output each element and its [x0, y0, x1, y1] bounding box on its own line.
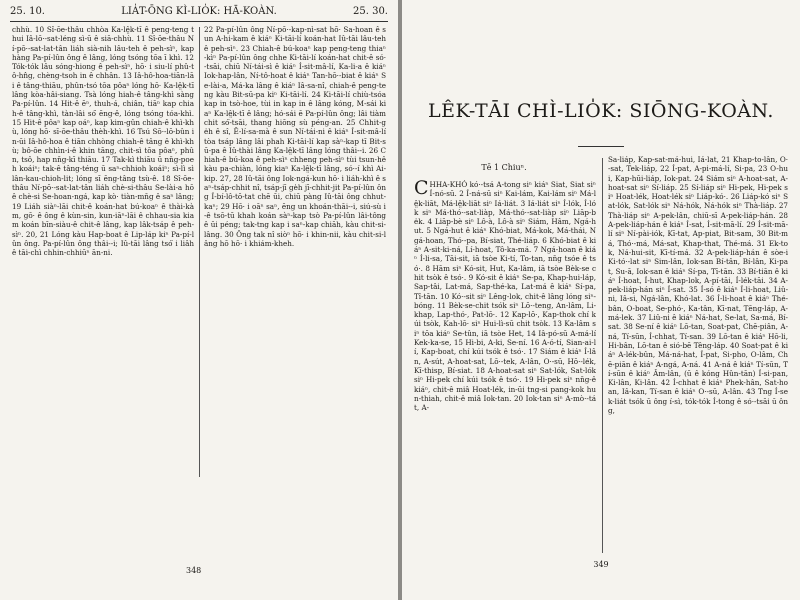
column-divider: [199, 27, 200, 477]
right-column-1: [414, 180, 596, 560]
left-header-verse-start: 25. 10.: [10, 6, 45, 17]
left-column-2-text: 22 Pa-pí-lûn ông Ní-pō·-kap-nì-sat hō· Sa-hoan ê sun A-hi-kam ê kiáⁿ Ki-tāi-lí koán-hat Iû-tāi lâu-teh ê peh-sìⁿ. 23 Chiah-ê bú-koaⁿ kap peng-teng thiaⁿ-kìⁿ Pa-pí-lûn ông chhe Ki-tāi-lí koán-hat chit-ê só·-tsāi, chiū Ní-tái-sì ê kiáⁿ Í-sit-mâ-lí, Ka-li-a ê kiáⁿ Iok-hap-lân, Ní-tô-hoat ê kiáⁿ Tan-hō·-biat ê kiáⁿ Se-lài-a, Má-ka lâng ê kiáⁿ Iâ-sa-nî, chiah-ê peng-teng kàu Bit-sū-pa kiⁿ Ki-tāi-lí. 24 Ki-tāi-lí chiù-tsóa kap in tsò-hoe, tùi in kap in ê lâng kóng, M-sái kiaⁿ Ka-lê̤k-tī ê lâng; hó-sái ē Pa-pí-lûn ông; lâi tiàm chit só͘-tsāi, thang hiōng sù péng-an. 25 Chhit-ge̍h ê sî, Ê-lí-sa-mà ê sun Ní-tái-ni ê kiáⁿ Í-sit-mâ-lí tòa tsáp lâng lâi phah Ki-tāi-lí kap sàⁿ-kap tī Bit-sū-pa ê Iû-thài lâng Ka-lê̤k-tī lâng lóng thâi--i. 26 Chiah-ê bú-koa ê peh-sìⁿ chheng peh-sìⁿ tùi tsun-hê kàu pa-chiàn, lóng kiaⁿ Ka-lê̤k-tī lâng, só·-í khì Ai-kip. 27, 28 Iû-tāi ông Iok-ngá-kun hō· i liáh-khì ê saⁿ-tsáp-chhit nî, tsáp-jī ge̍h jī-chhit-jit Pa-pí-lûn ông Í-bí-lô-tō-tat chē ūi, chiū pàng Iû-tāi ông chhut-kaⁿ; 29 Hō· i oāⁿ saⁿ, ēng un khoán-thāi--i, siú-sù i-ê tsō-tū khah koán sàⁿ-kap tsò Pa-pí-lûn lâi-tông ê ūi péng; tak-tng kap i saⁿ-kap chiāh, kàu chit-si-lâng. 30 Ông tak nî siòⁿ hō· i khin-nii, kàu chit-si-lâng hō hō· i khiám-kheh.: [204, 25, 386, 248]
left-header-title: LIA̍T-ŌNG KÌ-LIO̍K: HĀ-KOÀN.: [121, 6, 277, 17]
right-column-1-body: HHA-KHÓ kó·-tsá A-tong siⁿ kiáⁿ Siat, Siat siⁿ Í-nó-sū. 2 Í-ná-sū siⁿ Kai-lám, Kai-lám siⁿ Má-lê̤k-liāt, Má-lê̤k-liāt siⁿ Iá-liát. 3 Iá-liát siⁿ Í-lók, Í-lók siⁿ Má-thó·-sat-liàp, Má-thó·-sat-liàp siⁿ Liāp-be̍k. 4 Liāp-bè siⁿ Lô-à, Lô-à siⁿ Siám, Hâm, Ngá-hut. 5 Ngá-hut ê kiáⁿ Khó-biat, Má-kok, Má-thái, Ngá-hoan, Thó·-pa, Bí-siat, Thé-liáp. 6 Khó-biat ê kiáⁿ A-sit-ki-ná, Lí-hoat, Tô-ka-má. 7 Ngá-hoan ê kiáⁿ Í-li-sa, Tāi-sit, iā tsòe Ki-tí, To-tan, nn̄g tsóe ê tsó·. 8 Hām siⁿ Kó-sit, Hut, Ka-lâm, iā tsòe Bèk-se chit tsòk ê tsó·. 9 Kó-sit ê kiáⁿ Se-pa, Khap-hui-láp, Sap-tâi, Lat-má, Sap-thé-ka, Lat-má ê kiáⁿ Sí-pa, Tî-tān. 10 Kó·-sit siⁿ Lêng-lok, chit-ê lâng lóng siⁿ-bóng. 11 Bèk-se-chit tsók siⁿ Lō·-teng, An-lâm, Li-khap, Lap-thó·, Pat-lō·. 12 Kap-lō·, Kap-thok chí kúi tsòk, Kah-lō· siⁿ Hui-lì-sū chit tsòk. 13 Ka-lâm siⁿ tōa kiáⁿ Se-tûn, iā tsòe Het, 14 Iâ-pó-sū A-má-lí Kek-ka-se, 15 Hi-bi, A-ki, Se-ní. 16 A-ó-tí, Sian-ai-lí, Kap-boat, chí kúi tsók ê tsó·. 17 Siám ê kiáⁿ Í-lân, A-sút, A-hoat-sat, Lō·-tek, A-lân, O·-sū, Hō·-lék, Kī-thisp, Bí-siat. 18 A-hoat-sat siⁿ Sat-lók, Sat-lók siⁿ Hi-pek chí kúi tsók ê tsó·. 19 Hi-pek siⁿ nn̄g-ê kiáⁿ, chit-ê miâ Hoat-lék, in-ūi tng-si pang-kok hun-thiah, chit-ê miâ Iok-tan. 20 Iok-tan siⁿ A-mò·-tát, A-: [414, 180, 596, 413]
left-column-1: [12, 25, 194, 555]
header-rule: [10, 21, 388, 22]
column-divider: [602, 158, 603, 553]
right-page-number: 349: [593, 560, 609, 569]
left-page-number: 348: [186, 566, 202, 575]
left-running-header: [10, 6, 388, 20]
book-title: LÊK-TĀI CHÌ-LIO̍K: SIŌNG-KOÀN.: [428, 100, 774, 122]
right-page: [402, 0, 800, 600]
left-page: [0, 0, 398, 600]
left-column-2: [204, 25, 386, 555]
drop-cap: C: [414, 180, 429, 199]
right-column-1-text: [414, 180, 596, 412]
title-ornament-rule: [578, 146, 624, 147]
chapter-heading: Tē 1 Chiuⁿ.: [481, 163, 527, 172]
right-column-2: [608, 155, 788, 555]
left-header-verse-end: 25. 30.: [353, 6, 388, 17]
left-column-1-text: chhù. 10 Sî-ōe-thâu chhòa Ka-lê̤k-tī ê peng-teng thui Iâ-lō·-sat-léng sì-ū ê siā-chhù. 11 Sî-ōe-thâu Ní-pō·-sat-lat-tân liáh sià-nih lâu-teh ê peh-sìⁿ, kap hàng Pa-pí-lûn ông ê lâng, lóng tsóng tōa ī khì. 12 Tók-tók lâu sóng-hiong ê peh-sìⁿ, hō· i siu-lí phû-tô-hn̂g, chèng-tsoh in ê chhân. 13 Iâ-hô-hoa-tiān-lāi ê tâng-thiāu, phûn-tsó tōa pôaⁿ lóng hō· Ka-lê̤k-tī lâng kòa-hâi-siang. Tsà lóng hiah-ê tâng-khì sàng Pa-pí-lûn. 14 Hit-ê ēⁿ, thuh-á, chiân, tiāⁿ kap chiah-ê tâng-khì, tàn-lâi só͘ ēng-ê, lóng tsóng tóa-khì. 15 Hit-ê pôaⁿ kap oáⁿ, kap kim-gûn chiah-ê khì-khù, lóng hō· sī-ōe-thâu thèh-khì. 16 Tsú Sō·-lō-bûn in-ūi Iâ-hô-hoa ê tiān chhòng chiah-ê tâng ê khì-khù; bô-ōe chhìn-i-ê khin tāng, chit-sì tōa pôaⁿ, phûn, tsô, hap nn̄g-kī thiāu. 17 Tak-kì thiāu ū nn̄g-poeh koáiⁿ; tak-ê tâng-téng ū saⁿ-chhioh koáiⁿ; sì-lì sì lân-kau-chioh-lit; lóng sī ēng-tâng tsù-ê. 18 Sî-ōe-thâu Ní-pō·-sat-lat-tân liáh chè-si-thâu Se-lài-a hō ê chè-si Se-hoan-ngá, kap kò· tiàn-mn̄g ê saⁿ lâng; 19 Liáh siàⁿ-lāi chit-ê koán-hat bú-koaⁿ ê thài-kàm, gō· ê ông ê kùn-sin, kun-iāⁿ-lāi ê chhau-sia kiam koán bīn-siàu-ê chit-ê lâng, kap lâk-tsáp ê peh-sìⁿ. 20, 21 Lóng kàu Hap-boat ê Lip-láp kiⁿ Pa-pí-lûn ông. Pa-pí-lûn ông thâi--i; Iû-tāi lâng tsó͘ i liâh ê tāi-chì chhin-chhiūⁿ ān-ni.: [12, 25, 194, 258]
right-column-2-text: Sa-liáp, Kap-sat-má-hui, Iá-lat, 21 Khap-to-lân, O·-sat, Tek-liáp, 22 Í-pat, A-pi-má-lí, Si-pa, 23 O-hui, Kap-hūi-liáp, Iok-pat. 24 Siám siⁿ A-hoat-sat, A-hoat-sat siⁿ Sí-liáp. 25 Sí-liáp siⁿ Hi-pek, Hi-pek siⁿ Hoat-lék, Hoat-lék siⁿ Liáp-kó·. 26 Liáp-kó siⁿ Sat-lók, Sat-lók siⁿ Ná-hók, Ná-hók siⁿ Thà-liáp. 27 Thà-liáp siⁿ A-pek-lân, chiū-sī A-pek-liáp-hán. 28 A-pek-liáp-hán ê kiáⁿ Í-sat, Í-sit-mā-lí. 29 Í-sit-mā-lí siⁿ Ní-pài-iók, Kī-tat, Ap-piat, Bit-sam, 30 Bit-má, Thó·-má, Má-sat, Khap-that, Thé-má. 31 Ek-tok, Ná-hui-sit, Kī-tí-má. 32 A-pek-liáp-hán ê sòe-i Ki-tó·-lat siⁿ Sim-lân, Iok-san Bí-tân, Bí-lân, Ki-pat, Su-ā, Iok-san ê kiáⁿ Sí-pa, Tī-tān. 33 Bí-tiān ê kiáⁿ Í-hoat, Í-hut, Khap-lok, A-pí-tāi, Í-lék-tāi. 34 A-pek-liáp-hán siⁿ Í-sat. 35 Í-só ê kiáⁿ Í-li-hoat, Liû-ni, Iâ-si, Ngá-lân, Khó-lat. 36 Í-li-hoat ê kiáⁿ Thé-bân, O-boat, Se-phó·, Ka-tân, Kī-nat, Tēng-láp, A-má-lek. 37 Liû-ni ê kiáⁿ Ná-hat, Se-lat, Sa-má, Bí-sat. 38 Se-ní ê kiáⁿ Lō-tan, Soat-pat, Chē-piân, A-ná, Tí-sūn, Í-chhat, Tí-san. 39 Lō-tan ê kiáⁿ Hō-li, Hi-bân, Lō-tan ê sió-bē Têng-láp. 40 Soat-pat ê kiáⁿ A-lék-bûn, Má-ná-hat, Í-pat, Si-pho, O-lâm, Chē-piān ê kiáⁿ A-ngá, A-ná. 41 A-ná ê kiáⁿ Tí-sūn, Tí-sūn ê kiáⁿ Âm-lân, (ū ê kóng Hûn-tān) Í-si-pan, Ki-lân, Ki-lân. 42 Í-chhat ê kiáⁿ Phek-hân, Sat-hoan, Iâ-kan, Tí-san ê kiáⁿ O·-sū, A-lân. 43 Tng Í-sek-liát tsók ū ông í-sì, tók-tók Í-tong ê só·-tsāi ū ông,: [608, 155, 788, 416]
